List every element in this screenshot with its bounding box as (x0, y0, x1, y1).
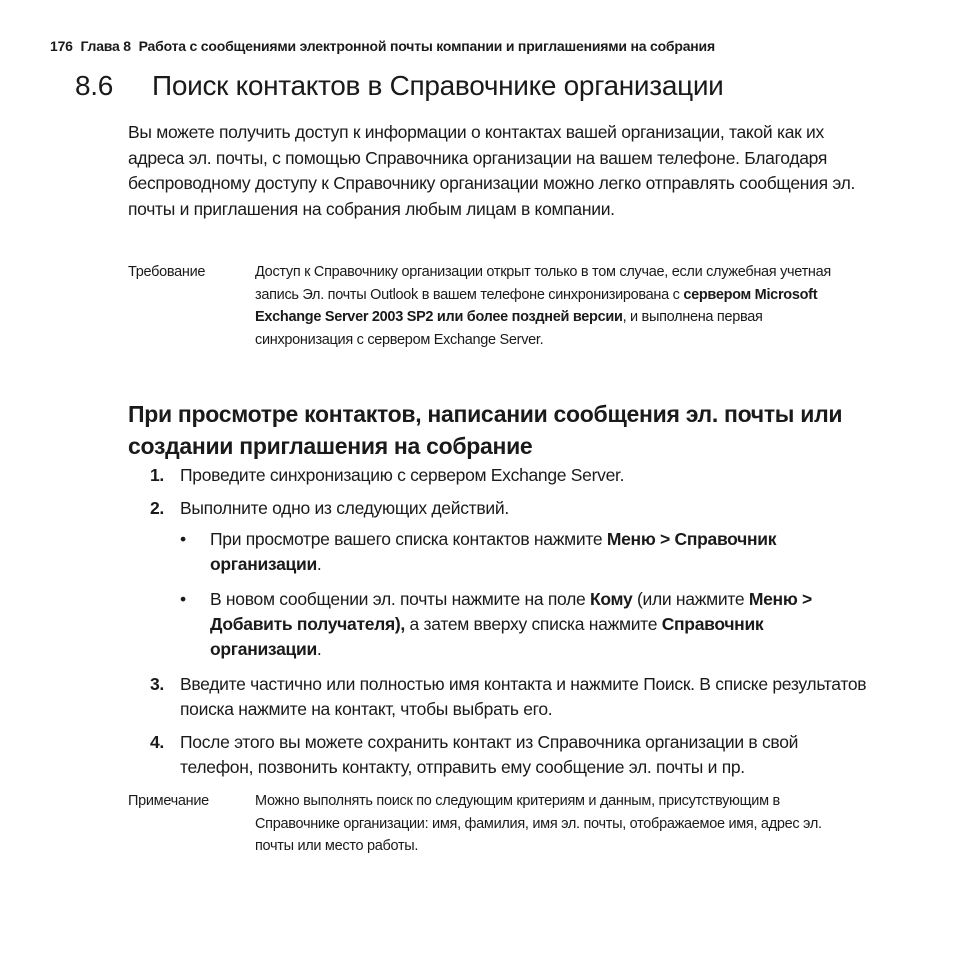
menu-path-company-directory: Меню > Справочник организации (210, 529, 777, 574)
note-label: Примечание (128, 793, 209, 809)
section-title: Поиск контактов в Справочнике организации (152, 70, 724, 101)
intro-paragraph: Вы можете получить доступ к информации о контактах вашей организации, такой как их адреса эл. почты, с помощью Справочника организации на вашем телефоне. Благодаря беспроводному доступу к Справочнику организации можно легко отправлять сообщения эл. почты и приглашения на собрания любым лицам в компании. (128, 122, 856, 219)
running-header (50, 38, 719, 54)
option-text: а затем вверху списка нажмите (409, 614, 658, 634)
procedure-steps (150, 463, 870, 780)
step-number: 3. (150, 674, 164, 694)
step-1 (150, 463, 870, 488)
step-text: Проведите синхронизацию с сервером Exchange Server. (180, 465, 625, 485)
bullet-marker: • (180, 529, 186, 549)
requirement-text (255, 261, 855, 351)
bullet-marker: • (180, 589, 186, 609)
option-contacts-list (180, 527, 870, 577)
option-text: В новом сообщении эл. почты нажмите на поле (210, 589, 586, 609)
step-text: После этого вы можете сохранить контакт из Справочника организации в свой телефон, позвонить контакту, отправить ему сообщение эл. почты и пр. (180, 732, 799, 777)
step-3 (150, 672, 870, 722)
option-text: При просмотре вашего списка контактов нажмите (210, 529, 603, 549)
to-field-label: Кому (590, 589, 633, 609)
company-directory-label: Справочник организации (210, 614, 764, 659)
step-number: 1. (150, 465, 164, 485)
chapter-label: Глава 8 (80, 38, 131, 54)
section-number: 8.6 (75, 70, 114, 101)
option-text-end: . (316, 639, 322, 659)
requirement-text-start: Доступ к Справочнику организации открыт только в том случае, если служебная учетная запись Эл. почты Outlook в вашем телефоне синхронизирована с (255, 264, 831, 303)
page-number: 176 (50, 38, 73, 54)
option-text: (или нажмите (636, 589, 745, 609)
step-4 (150, 730, 870, 780)
option-new-message (180, 587, 870, 662)
menu-path-add-recipient: Меню > Добавить получателя), (210, 589, 812, 634)
step-number: 4. (150, 732, 164, 752)
option-text-end: . (316, 554, 322, 574)
step-number: 2. (150, 498, 164, 518)
requirement-callout (128, 261, 888, 351)
note-callout (128, 790, 888, 858)
requirement-server-version: сервером Microsoft Exchange Server 2003 SP2 или более поздней версии (255, 286, 818, 325)
step-text: Выполните одно из следующих действий. (180, 498, 509, 518)
step-text: Введите частично или полностью имя контакта и нажмите Поиск. В списке результатов поиска нажмите на контакт, чтобы выбрать его. (180, 674, 867, 719)
requirement-label: Требование (128, 264, 206, 280)
procedure-heading: При просмотре контактов, написании сообщения эл. почты или создании приглашения на собрание (128, 401, 843, 459)
requirement-text-end: , и выполнена первая синхронизация с сервером Exchange Server. (255, 309, 763, 348)
step-2-options (180, 527, 870, 662)
step-2 (150, 496, 870, 662)
section-heading (75, 70, 724, 102)
note-text: Можно выполнять поиск по следующим критериям и данным, присутствующим в Справочнике организации: имя, фамилия, имя эл. почты, отображаемое имя, адрес эл. почты или место работы. (255, 793, 822, 854)
chapter-title: Работа с сообщениями электронной почты компании и приглашениями на собрания (138, 38, 715, 54)
